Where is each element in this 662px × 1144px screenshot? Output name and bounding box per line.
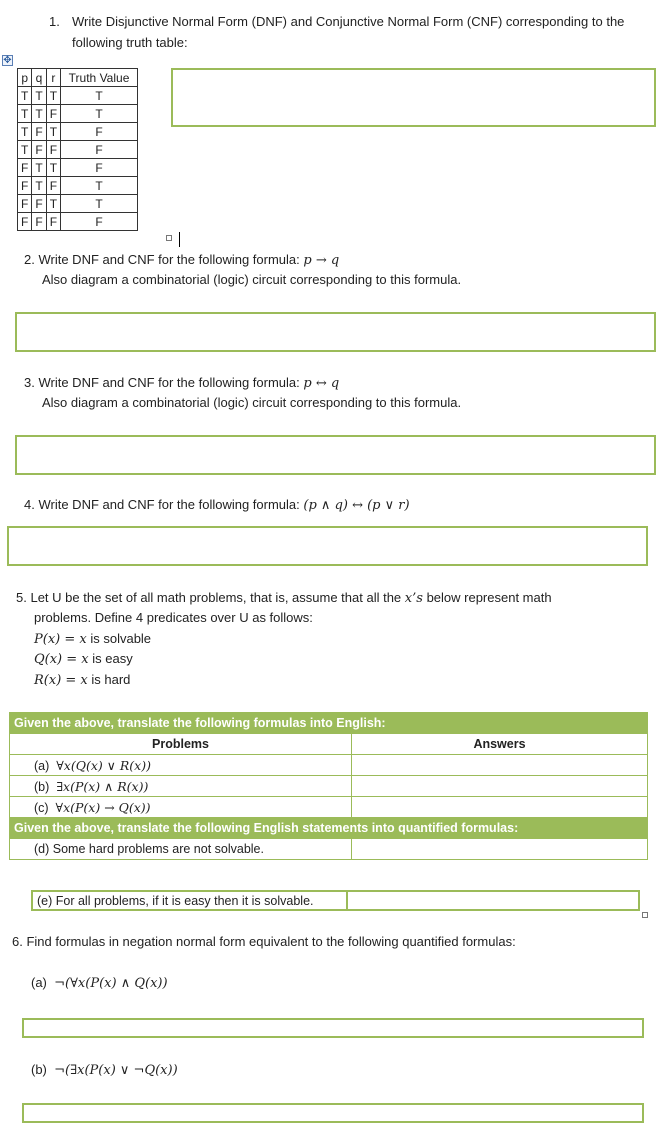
cell: F: [18, 177, 32, 195]
predicate-r: [34, 670, 130, 691]
table-row: [10, 776, 648, 797]
cell: F: [18, 213, 32, 231]
question-6a-formula: ¬(∀x(P(x) ∧ Q(x)): [54, 976, 168, 991]
truth-table-row: [18, 123, 138, 141]
question-3-text: Write DNF and CNF for the following formula:: [38, 375, 300, 390]
problem-cell-d: (d) Some hard problems are not solvable.: [10, 839, 352, 860]
problem-formula: ∃x(P(x) ∧ R(x)): [56, 778, 149, 794]
question-4: [24, 495, 410, 516]
cell: T: [61, 87, 138, 105]
question-4-number: 4.: [24, 497, 35, 512]
question-1-number: 1.: [49, 14, 60, 29]
question-1-text: Write Disjunctive Normal Form (DNF) and Conjunctive Normal Form (CNF) corresponding to the: [72, 14, 625, 29]
cell: T: [61, 195, 138, 213]
problem-formula: ∀x(Q(x) ∨ R(x)): [56, 757, 151, 773]
answer-cell-e[interactable]: [347, 891, 639, 910]
question-6b-label: (b): [31, 1062, 47, 1077]
cell: F: [61, 159, 138, 177]
cell: T: [61, 105, 138, 123]
question-5: [16, 588, 552, 609]
cell: F: [46, 105, 60, 123]
cell: F: [46, 141, 60, 159]
question-6b: [31, 1060, 178, 1081]
table-row: [10, 839, 648, 860]
column-header-problems: Problems: [10, 734, 352, 755]
truth-table-row: [18, 159, 138, 177]
question-5-text: Let U be the set of all math problems, that is, assume that all the: [30, 590, 402, 605]
cell: T: [18, 87, 32, 105]
cell: T: [61, 177, 138, 195]
truth-table-header-r: r: [46, 69, 60, 87]
predicate-rhs: is hard: [91, 672, 131, 687]
cell: T: [18, 105, 32, 123]
question-6: [12, 932, 516, 952]
truth-table-header-p: p: [18, 69, 32, 87]
predicate-rhs: is solvable: [90, 631, 152, 646]
column-header-answers: Answers: [352, 734, 648, 755]
question-4-formula: (p ∧ q) ↔ (p ∨ r): [303, 498, 410, 513]
answer-box-q6a[interactable]: [22, 1018, 644, 1038]
predicate-rhs: is easy: [92, 651, 133, 666]
predicate-lhs: P(x) = x: [34, 632, 87, 647]
truth-table-row: [18, 87, 138, 105]
question-3-number: 3.: [24, 375, 35, 390]
question-3: [24, 373, 339, 394]
truth-table-row: [18, 195, 138, 213]
question-3-line2: Also diagram a combinatorial (logic) circuit corresponding to this formula.: [42, 395, 462, 410]
cell: T: [32, 105, 46, 123]
cell: T: [46, 159, 60, 177]
problem-label: (c): [34, 800, 49, 815]
cell: F: [32, 141, 46, 159]
cell: F: [32, 195, 46, 213]
cell: F: [18, 159, 32, 177]
problem-cell-e: (e) For all problems, if it is easy then it is solvable.: [32, 891, 347, 910]
question-4-text: Write DNF and CNF for the following formula:: [38, 497, 300, 512]
cell: T: [46, 87, 60, 105]
question-6b-formula: ¬(∃x(P(x) ∨ ¬Q(x)): [54, 1063, 178, 1078]
answer-box-q4[interactable]: [7, 526, 648, 566]
question-5-number: 5.: [16, 590, 27, 605]
table-resize-handle[interactable]: [166, 235, 172, 241]
truth-table-row: [18, 105, 138, 123]
cell: F: [61, 213, 138, 231]
question-6a-label: (a): [31, 975, 47, 990]
table-row: [10, 755, 648, 776]
problem-formula: ∀x(P(x) → Q(x)): [55, 799, 151, 815]
problem-label: (b): [34, 779, 50, 794]
answer-box-q6b[interactable]: [22, 1103, 644, 1123]
truth-table-row: [18, 177, 138, 195]
cell: F: [46, 213, 60, 231]
cell: T: [32, 87, 46, 105]
question-3-formula: p ↔ q: [303, 376, 340, 391]
text-cursor: [179, 232, 180, 247]
cell: T: [46, 195, 60, 213]
problem-cell: [10, 776, 352, 797]
cell: T: [46, 123, 60, 141]
question-5-text-b: below represent math: [426, 590, 552, 605]
question-2-line2: Also diagram a combinatorial (logic) circuit corresponding to this formula.: [42, 272, 462, 287]
cell: T: [32, 159, 46, 177]
cell: T: [18, 123, 32, 141]
table-resize-handle[interactable]: [642, 912, 648, 918]
question-6-text: Find formulas in negation normal form equivalent to the following quantified formulas:: [26, 934, 516, 949]
translation-table-e: [31, 890, 640, 911]
translation-header-2: Given the above, translate the following English statements into quantified formulas:: [10, 818, 648, 839]
truth-table-header-q: q: [32, 69, 46, 87]
question-5-x-symbol: x’s: [404, 591, 423, 606]
answer-box-q3[interactable]: [15, 435, 656, 475]
answer-cell-d[interactable]: [352, 839, 648, 860]
cell: F: [46, 177, 60, 195]
cell: F: [18, 195, 32, 213]
cell: T: [32, 177, 46, 195]
cell: F: [32, 213, 46, 231]
answer-cell-a[interactable]: [352, 755, 648, 776]
question-2: [24, 250, 339, 271]
predicate-p: [34, 629, 151, 650]
question-6a: [31, 973, 168, 994]
truth-table: [17, 68, 138, 231]
problem-cell: [10, 797, 352, 818]
table-move-handle-icon[interactable]: ✥: [3, 55, 12, 66]
truth-table-row: [18, 141, 138, 159]
translation-header: Given the above, translate the following formulas into English:: [10, 713, 648, 734]
predicate-q: [34, 649, 133, 670]
truth-table-header-value: Truth Value: [61, 69, 138, 87]
cell: F: [61, 141, 138, 159]
question-2-formula: p → q: [303, 253, 340, 268]
question-5-line2: problems. Define 4 predicates over U as follows:: [34, 610, 313, 625]
predicate-lhs: Q(x) = x: [34, 652, 89, 667]
cell: T: [18, 141, 32, 159]
question-2-number: 2.: [24, 252, 35, 267]
problem-cell: [10, 755, 352, 776]
cell: F: [61, 123, 138, 141]
answer-box-q1[interactable]: [171, 68, 656, 127]
answer-cell-c[interactable]: [352, 797, 648, 818]
table-row: [32, 891, 639, 910]
question-6-number: 6.: [12, 934, 23, 949]
problem-label: (a): [34, 758, 50, 773]
predicate-lhs: R(x) = x: [34, 673, 88, 688]
translation-table: [9, 712, 648, 860]
truth-table-row: [18, 213, 138, 231]
table-row: [10, 797, 648, 818]
question-1-text-line2: following truth table:: [72, 35, 188, 50]
question-2-text: Write DNF and CNF for the following formula:: [38, 252, 300, 267]
answer-box-q2[interactable]: [15, 312, 656, 352]
cell: F: [32, 123, 46, 141]
answer-cell-b[interactable]: [352, 776, 648, 797]
